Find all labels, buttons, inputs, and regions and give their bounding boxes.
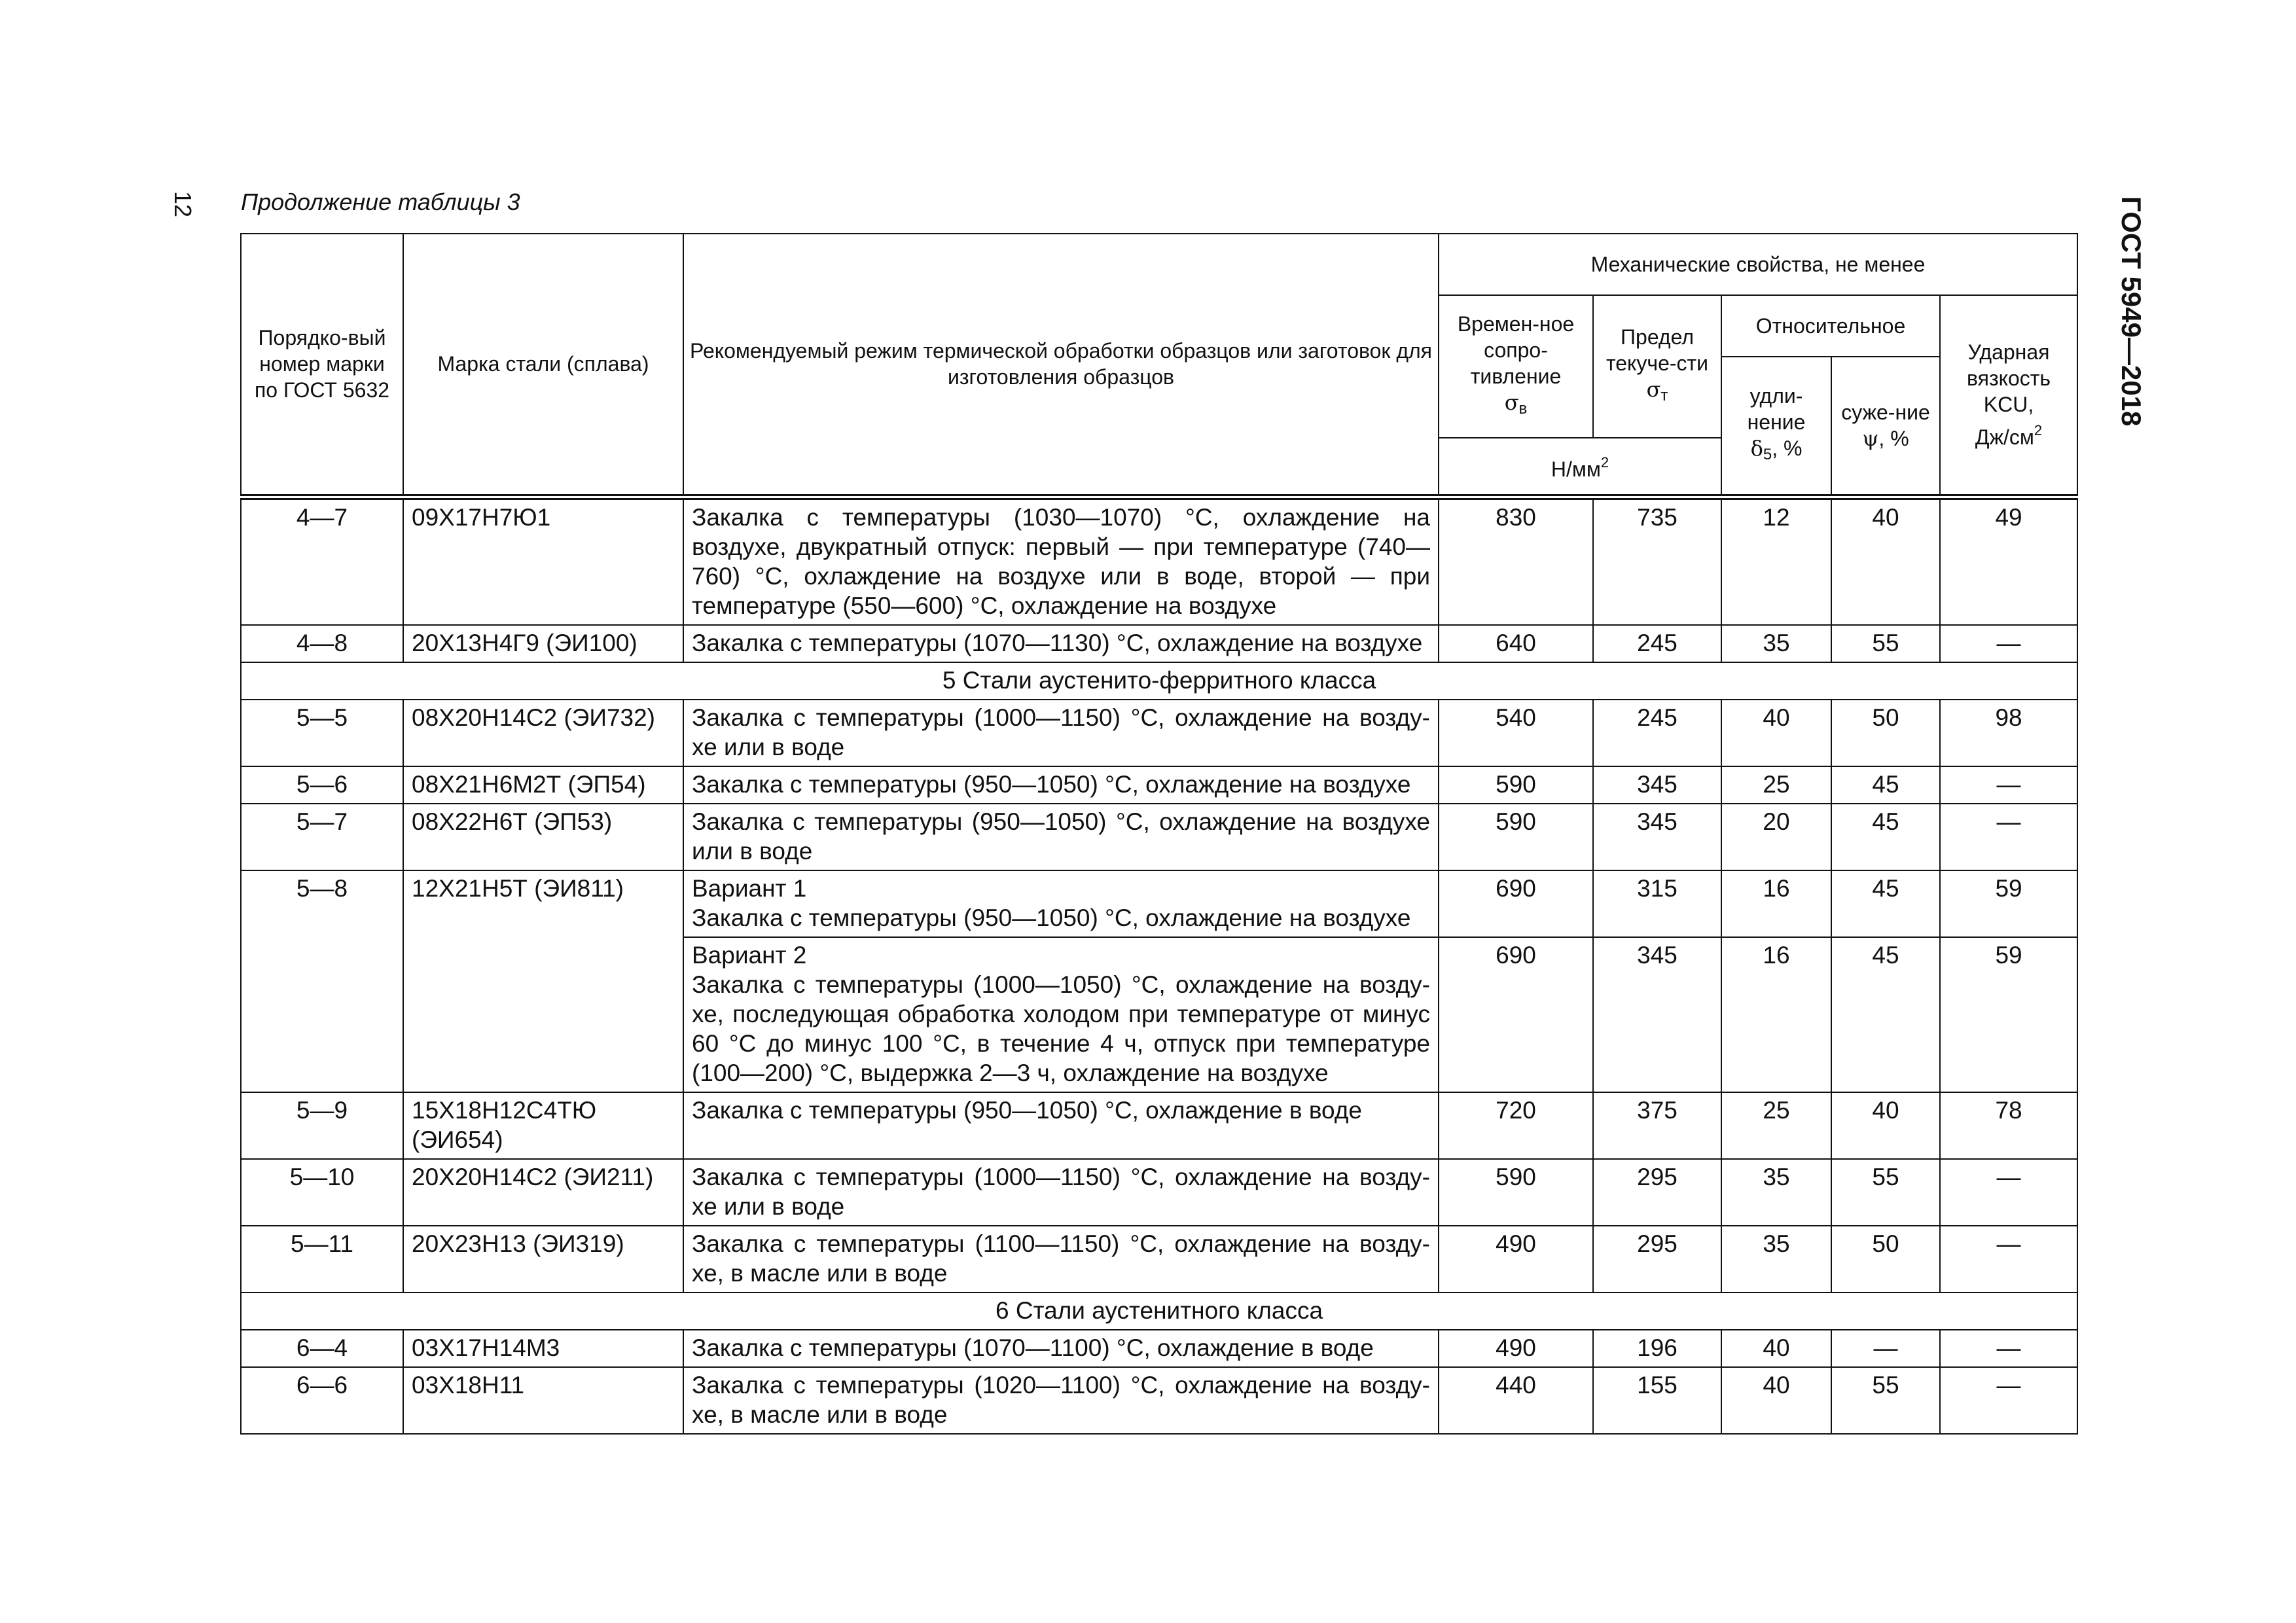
table-row [241, 766, 2077, 804]
elongation-cell: 12 [1721, 497, 1831, 625]
table-row [241, 1226, 2077, 1293]
treatment-cell: Закалка с температуры (1030—1070) °C, охлаждение на воздухе, двукратный отпуск: первый — при температуре (740—760) °C, охлаждение на воздухе или в воде, второй — при температуре (550—600) °C, охлаждение на воздухе [683, 497, 1439, 625]
sigma-symbol: σ [1646, 377, 1661, 402]
delta-symbol: δ [1750, 436, 1763, 461]
yield-strength-cell: 345 [1593, 804, 1721, 870]
treatment-cell: Закалка с температуры (1020—1100) °C, охлаждение на возду-хе, в масле или в воде [683, 1367, 1439, 1434]
impact-toughness-cell: 49 [1940, 497, 2077, 625]
impact-toughness-cell: — [1940, 625, 2077, 662]
elongation-cell: 35 [1721, 1159, 1831, 1226]
elongation-cell: 20 [1721, 804, 1831, 870]
reduction-cell: 45 [1831, 804, 1940, 870]
steel-grade-cell: 08Х22Н6Т (ЭП53) [403, 804, 683, 870]
reduction-cell: 45 [1831, 766, 1940, 804]
section-title: 5 Стали аустенито-ферритного класса [241, 662, 2077, 700]
tensile-strength-cell: 440 [1439, 1367, 1593, 1434]
reduction-cell: 45 [1831, 870, 1940, 937]
yield-strength-cell: 155 [1593, 1367, 1721, 1434]
yield-strength-cell: 315 [1593, 870, 1721, 937]
variant-title: Вариант 1 [692, 874, 807, 902]
reduction-cell: 55 [1831, 1367, 1940, 1434]
tensile-strength-cell: 490 [1439, 1330, 1593, 1367]
order-number-cell: 5—6 [241, 766, 403, 804]
table-row [241, 700, 2077, 766]
order-number-cell: 5—9 [241, 1092, 403, 1159]
treatment-cell: Закалка с температуры (950—1050) °C, охлаждение на воздухе или в воде [683, 804, 1439, 870]
yield-strength-cell: 245 [1593, 625, 1721, 662]
header-impact-label: Ударная вязкость KCU, [1966, 340, 2051, 417]
header-impact-unit: Дж/см [1975, 425, 2034, 450]
impact-toughness-cell: — [1940, 1159, 2077, 1226]
tensile-strength-cell: 690 [1439, 937, 1593, 1092]
header-steel-grade: Марка стали (сплава) [403, 234, 683, 497]
elongation-cell: 16 [1721, 937, 1831, 1092]
impact-toughness-cell: 59 [1940, 937, 2077, 1092]
section-row [241, 662, 2077, 700]
reduction-cell: 40 [1831, 1092, 1940, 1159]
yield-strength-cell: 295 [1593, 1226, 1721, 1293]
header-yield-label: Предел текуче-сти [1605, 325, 1709, 375]
yield-strength-cell: 196 [1593, 1330, 1721, 1367]
tensile-strength-cell: 540 [1439, 700, 1593, 766]
treatment-cell: Закалка с температуры (1100—1150) °C, охлаждение на возду-хе, в масле или в воде [683, 1226, 1439, 1293]
header-order-number: Порядко-вый номер марки по ГОСТ 5632 [241, 234, 403, 497]
treatment-cell: Закалка с температуры (1000—1150) °C, охлаждение на возду-хе или в воде [683, 1159, 1439, 1226]
steel-grade-cell: 15Х18Н12С4ТЮ (ЭИ654) [403, 1092, 683, 1159]
reduction-cell: 50 [1831, 1226, 1940, 1293]
tensile-strength-cell: 590 [1439, 1159, 1593, 1226]
reduction-unit: , % [1878, 427, 1909, 451]
treatment-cell: Закалка с температуры (950—1050) °C, охлаждение в воде [683, 1092, 1439, 1159]
variant-description: Закалка с температуры (1000—1050) °C, охлаждение на возду-хе, последующая обработка холодом при температуре от минус 60 °C до минус 100 °C, в течение 4 ч, отпуск при температуре (100—200) °C, выдержка 2—3 ч, охлаждение на воздухе [692, 971, 1430, 1086]
header-reduction-label: суже-ние [1841, 401, 1930, 425]
section-row [241, 1293, 2077, 1330]
header-relative: Относительное [1721, 295, 1940, 357]
steel-grade-cell: 08Х21Н6М2Т (ЭП54) [403, 766, 683, 804]
section-title: 6 Стали аустенитного класса [241, 1293, 2077, 1330]
reduction-cell: 45 [1831, 937, 1940, 1092]
steel-grade-cell: 20Х13Н4Г9 (ЭИ100) [403, 625, 683, 662]
stress-unit: Н/мм [1551, 457, 1601, 482]
order-number-cell: 4—8 [241, 625, 403, 662]
elongation-cell: 25 [1721, 1092, 1831, 1159]
header-yield [1593, 295, 1721, 438]
yield-subscript: т [1660, 387, 1668, 404]
header-elongation-label: удли-нение [1747, 384, 1806, 435]
tensile-strength-cell: 720 [1439, 1092, 1593, 1159]
elongation-cell: 40 [1721, 1367, 1831, 1434]
treatment-cell: Закалка с температуры (1070—1100) °C, охлаждение в воде [683, 1330, 1439, 1367]
order-number-cell: 5—11 [241, 1226, 403, 1293]
page-number: 12 [170, 191, 196, 218]
header-elongation [1721, 357, 1831, 497]
elongation-unit: , % [1772, 437, 1803, 461]
tensile-strength-cell: 590 [1439, 804, 1593, 870]
document-code: ГОСТ 5949—2018 [2116, 196, 2147, 427]
table-row [241, 497, 2077, 625]
table-row [241, 804, 2077, 870]
yield-strength-cell: 345 [1593, 937, 1721, 1092]
yield-strength-cell: 375 [1593, 1092, 1721, 1159]
header-tensile [1439, 295, 1593, 438]
treatment-cell: Закалка с температуры (1070—1130) °C, охлаждение на воздухе [683, 625, 1439, 662]
tensile-strength-cell: 490 [1439, 1226, 1593, 1293]
tensile-strength-cell: 830 [1439, 497, 1593, 625]
steel-grade-cell: 20Х20Н14С2 (ЭИ211) [403, 1159, 683, 1226]
impact-toughness-cell: 59 [1940, 870, 2077, 937]
tensile-strength-cell: 690 [1439, 870, 1593, 937]
table-row [241, 1092, 2077, 1159]
table-body [241, 497, 2077, 1434]
table-row [241, 1367, 2077, 1434]
treatment-cell [683, 870, 1439, 937]
elongation-cell: 16 [1721, 870, 1831, 937]
impact-toughness-cell: — [1940, 1330, 2077, 1367]
order-number-cell: 5—8 [241, 870, 403, 1092]
steel-grade-cell: 20Х23Н13 (ЭИ319) [403, 1226, 683, 1293]
order-number-cell: 6—4 [241, 1330, 403, 1367]
tensile-subscript: в [1518, 400, 1528, 418]
header-impact [1940, 295, 2077, 497]
impact-toughness-cell: 98 [1940, 700, 2077, 766]
steel-grade-cell: 08Х20Н14С2 (ЭИ732) [403, 700, 683, 766]
reduction-cell: 40 [1831, 497, 1940, 625]
table-row [241, 625, 2077, 662]
stress-exponent: 2 [1600, 454, 1609, 471]
header-stress-unit [1439, 438, 1721, 497]
order-number-cell: 5—7 [241, 804, 403, 870]
table-row [241, 870, 2077, 937]
table-header [241, 234, 2077, 497]
variant-title: Вариант 2 [692, 941, 807, 969]
elongation-cell: 40 [1721, 700, 1831, 766]
table-row [241, 1159, 2077, 1226]
treatment-cell [683, 937, 1439, 1092]
order-number-cell: 4—7 [241, 497, 403, 625]
variant-description: Закалка с температуры (950—1050) °C, охлаждение на воздухе [692, 904, 1411, 931]
reduction-cell: 55 [1831, 625, 1940, 662]
yield-strength-cell: 295 [1593, 1159, 1721, 1226]
table-row [241, 1330, 2077, 1367]
elongation-cell: 35 [1721, 1226, 1831, 1293]
yield-strength-cell: 735 [1593, 497, 1721, 625]
impact-toughness-cell: — [1940, 1226, 2077, 1293]
elongation-subscript: 5 [1763, 446, 1772, 464]
reduction-cell: — [1831, 1330, 1940, 1367]
steel-grade-cell: 12Х21Н5Т (ЭИ811) [403, 870, 683, 1092]
steel-grade-cell: 03Х18Н11 [403, 1367, 683, 1434]
impact-toughness-cell: 78 [1940, 1092, 2077, 1159]
elongation-cell: 35 [1721, 625, 1831, 662]
treatment-cell: Закалка с температуры (950—1050) °C, охлаждение на воздухе [683, 766, 1439, 804]
treatment-cell: Закалка с температуры (1000—1150) °C, охлаждение на возду-хе или в воде [683, 700, 1439, 766]
tensile-strength-cell: 640 [1439, 625, 1593, 662]
header-tensile-label: Времен-ное сопро-тивление [1457, 312, 1575, 388]
tensile-strength-cell: 590 [1439, 766, 1593, 804]
reduction-cell: 50 [1831, 700, 1940, 766]
yield-strength-cell: 345 [1593, 766, 1721, 804]
order-number-cell: 5—10 [241, 1159, 403, 1226]
elongation-cell: 25 [1721, 766, 1831, 804]
order-number-cell: 6—6 [241, 1367, 403, 1434]
sigma-symbol: σ [1504, 390, 1519, 415]
steel-grade-cell: 09Х17Н7Ю1 [403, 497, 683, 625]
yield-strength-cell: 245 [1593, 700, 1721, 766]
elongation-cell: 40 [1721, 1330, 1831, 1367]
impact-exponent: 2 [2034, 422, 2043, 439]
steel-grade-cell: 03Х17Н14М3 [403, 1330, 683, 1367]
impact-toughness-cell: — [1940, 1367, 2077, 1434]
impact-toughness-cell: — [1940, 804, 2077, 870]
impact-toughness-cell: — [1940, 766, 2077, 804]
reduction-cell: 55 [1831, 1159, 1940, 1226]
properties-table [240, 233, 2078, 1435]
psi-symbol: ψ [1862, 426, 1879, 452]
header-treatment: Рекомендуемый режим термической обработки образцов или заготовок для изготовления образцов [683, 234, 1439, 497]
header-mech-props: Механические свойства, не менее [1439, 234, 2077, 295]
header-reduction [1831, 357, 1940, 497]
order-number-cell: 5—5 [241, 700, 403, 766]
table-caption: Продолжение таблицы 3 [241, 188, 520, 215]
